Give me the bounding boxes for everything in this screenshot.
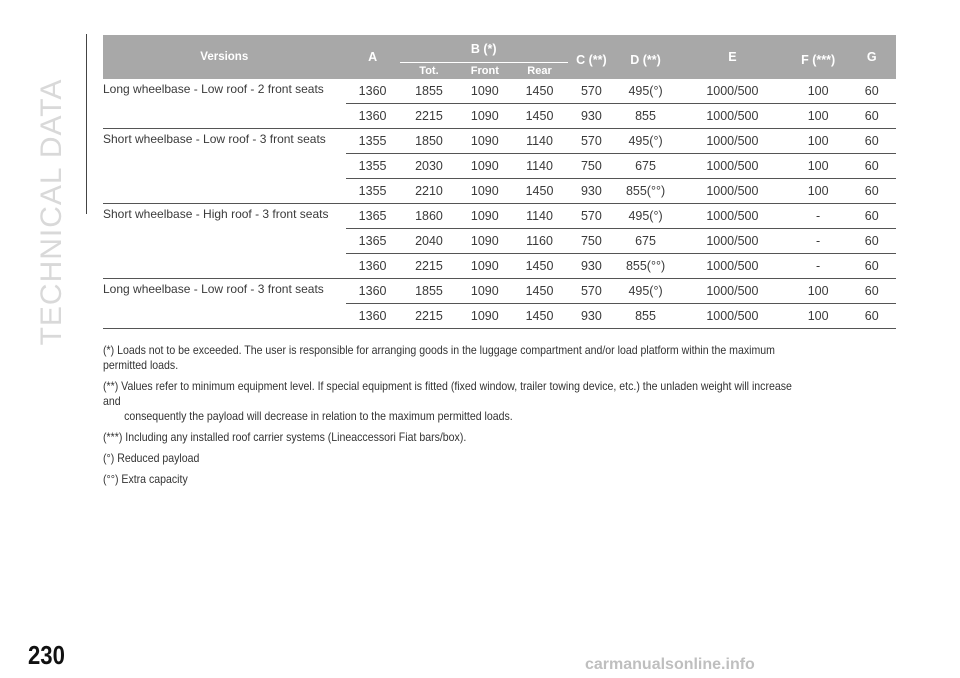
version-label: Long wheelbase - Low roof - 3 front seats xyxy=(103,279,346,329)
table-cell: 1355 xyxy=(346,154,400,179)
table-cell: 60 xyxy=(847,204,896,229)
table-cell: 1365 xyxy=(346,229,400,254)
footnote-equipment-line2: consequently the payload will decrease in relation to the maximum permitted loads. xyxy=(124,409,513,423)
table-cell: 1000/500 xyxy=(676,154,789,179)
table-cell: 100 xyxy=(789,79,848,104)
table-cell: 1160 xyxy=(511,229,567,254)
table-cell: 570 xyxy=(568,79,615,104)
table-cell: 2215 xyxy=(400,104,459,129)
table-cell: 100 xyxy=(789,129,848,154)
table-cell: 1090 xyxy=(458,179,511,204)
table-cell: 100 xyxy=(789,104,848,129)
side-section-title: TECHNICAL DATA xyxy=(35,78,68,346)
footnote-equipment xyxy=(103,379,807,424)
table-cell: 855 xyxy=(615,104,676,129)
table-cell: 570 xyxy=(568,129,615,154)
table-cell: 2040 xyxy=(400,229,459,254)
table-cell: 60 xyxy=(847,154,896,179)
table-cell: 60 xyxy=(847,229,896,254)
table-cell: 1450 xyxy=(511,254,567,279)
table-cell: 60 xyxy=(847,104,896,129)
table-cell: 60 xyxy=(847,254,896,279)
table-cell: 1090 xyxy=(458,79,511,104)
table-header-row xyxy=(103,35,896,63)
table-row xyxy=(103,129,896,154)
table-cell: 495(°) xyxy=(615,129,676,154)
table-cell: 2215 xyxy=(400,254,459,279)
table-row xyxy=(103,79,896,104)
table-cell: 570 xyxy=(568,279,615,304)
table-cell: 2215 xyxy=(400,304,459,329)
table-cell: 1090 xyxy=(458,129,511,154)
table-cell: 1450 xyxy=(511,104,567,129)
table-cell: 1090 xyxy=(458,104,511,129)
table-cell: 1000/500 xyxy=(676,279,789,304)
table-cell: 100 xyxy=(789,279,848,304)
table-cell: 60 xyxy=(847,179,896,204)
table-cell: 1860 xyxy=(400,204,459,229)
table-cell: 1090 xyxy=(458,204,511,229)
table-cell: 2210 xyxy=(400,179,459,204)
header-d: D (**) xyxy=(615,35,676,79)
technical-data-table xyxy=(103,35,896,329)
header-a: A xyxy=(346,35,400,79)
table-cell: 60 xyxy=(847,79,896,104)
table-cell: 1000/500 xyxy=(676,254,789,279)
table-cell: 495(°) xyxy=(615,279,676,304)
table-cell: 1140 xyxy=(511,204,567,229)
header-b-front: Front xyxy=(458,63,511,80)
table-cell: 100 xyxy=(789,179,848,204)
table-cell: - xyxy=(789,229,848,254)
header-b-rear: Rear xyxy=(511,63,567,80)
table-cell: 1360 xyxy=(346,104,400,129)
table-cell: 100 xyxy=(789,154,848,179)
table-cell: 1360 xyxy=(346,279,400,304)
header-b-tot: Tot. xyxy=(400,63,459,80)
table-cell: 60 xyxy=(847,279,896,304)
table-cell: 1000/500 xyxy=(676,304,789,329)
table-cell: 750 xyxy=(568,154,615,179)
table-cell: - xyxy=(789,254,848,279)
table-cell: 1360 xyxy=(346,304,400,329)
version-label: Short wheelbase - Low roof - 3 front seats xyxy=(103,129,346,204)
version-label: Short wheelbase - High roof - 3 front seats xyxy=(103,204,346,279)
header-c: C (**) xyxy=(568,35,615,79)
table-cell: 1140 xyxy=(511,154,567,179)
table-cell: 1090 xyxy=(458,154,511,179)
table-row xyxy=(103,204,896,229)
table-cell: 1850 xyxy=(400,129,459,154)
header-e: E xyxy=(676,35,789,79)
table-cell: 930 xyxy=(568,254,615,279)
table-cell: 1000/500 xyxy=(676,229,789,254)
table-cell: 1000/500 xyxy=(676,179,789,204)
table-cell: 1855 xyxy=(400,279,459,304)
table-cell: 1855 xyxy=(400,79,459,104)
table-cell: 60 xyxy=(847,304,896,329)
table-cell: 1450 xyxy=(511,179,567,204)
table-cell: 675 xyxy=(615,154,676,179)
table-cell: 1450 xyxy=(511,279,567,304)
side-divider-line xyxy=(86,34,87,214)
footnote-equipment-line1: (**) Values refer to minimum equipment level. If special equipment is fitted (fixed window, trailer towing device, etc.) the unladen weight will increase and xyxy=(103,379,792,408)
header-g: G xyxy=(847,35,896,79)
table-cell: 930 xyxy=(568,304,615,329)
header-b: B (*) xyxy=(400,35,568,63)
table-cell: 930 xyxy=(568,179,615,204)
table-body xyxy=(103,79,896,329)
table-cell: 855(°°) xyxy=(615,254,676,279)
table-cell: 1090 xyxy=(458,254,511,279)
table-cell: 60 xyxy=(847,129,896,154)
table-cell: 1450 xyxy=(511,79,567,104)
table-cell: 2030 xyxy=(400,154,459,179)
table-cell: 570 xyxy=(568,204,615,229)
table-cell: 675 xyxy=(615,229,676,254)
table-cell: 855 xyxy=(615,304,676,329)
footnote-reduced-payload: (°) Reduced payload xyxy=(103,451,200,465)
header-f: F (***) xyxy=(789,35,848,79)
table-cell: 1365 xyxy=(346,204,400,229)
table-cell: 1360 xyxy=(346,254,400,279)
table-cell: 100 xyxy=(789,304,848,329)
table-cell: 1090 xyxy=(458,229,511,254)
watermark: carmanualsonline.info xyxy=(585,656,755,673)
table-cell: 1090 xyxy=(458,279,511,304)
table-row xyxy=(103,279,896,304)
header-versions: Versions xyxy=(103,35,346,79)
page-number: 230 xyxy=(28,640,65,670)
table-cell: 1360 xyxy=(346,79,400,104)
table-cell: 855(°°) xyxy=(615,179,676,204)
table-cell: 1000/500 xyxy=(676,129,789,154)
table-cell: 1000/500 xyxy=(676,204,789,229)
footnotes xyxy=(103,343,807,493)
version-label: Long wheelbase - Low roof - 2 front seats xyxy=(103,79,346,129)
table-cell: - xyxy=(789,204,848,229)
table-cell: 1090 xyxy=(458,304,511,329)
table-cell: 1140 xyxy=(511,129,567,154)
table-cell: 750 xyxy=(568,229,615,254)
table-cell: 1000/500 xyxy=(676,79,789,104)
table-cell: 495(°) xyxy=(615,204,676,229)
table-cell: 495(°) xyxy=(615,79,676,104)
footnote-loads: (*) Loads not to be exceeded. The user is responsible for arranging goods in the luggage compartment and/or load platform within the maximum permitted loads. xyxy=(103,343,775,372)
footnote-roof-carrier: (***) Including any installed roof carrier systems (Lineaccessori Fiat bars/box). xyxy=(103,430,467,444)
table-cell: 930 xyxy=(568,104,615,129)
table-cell: 1000/500 xyxy=(676,104,789,129)
footnote-extra-capacity: (°°) Extra capacity xyxy=(103,472,188,486)
table-cell: 1355 xyxy=(346,179,400,204)
table-cell: 1450 xyxy=(511,304,567,329)
table-cell: 1355 xyxy=(346,129,400,154)
